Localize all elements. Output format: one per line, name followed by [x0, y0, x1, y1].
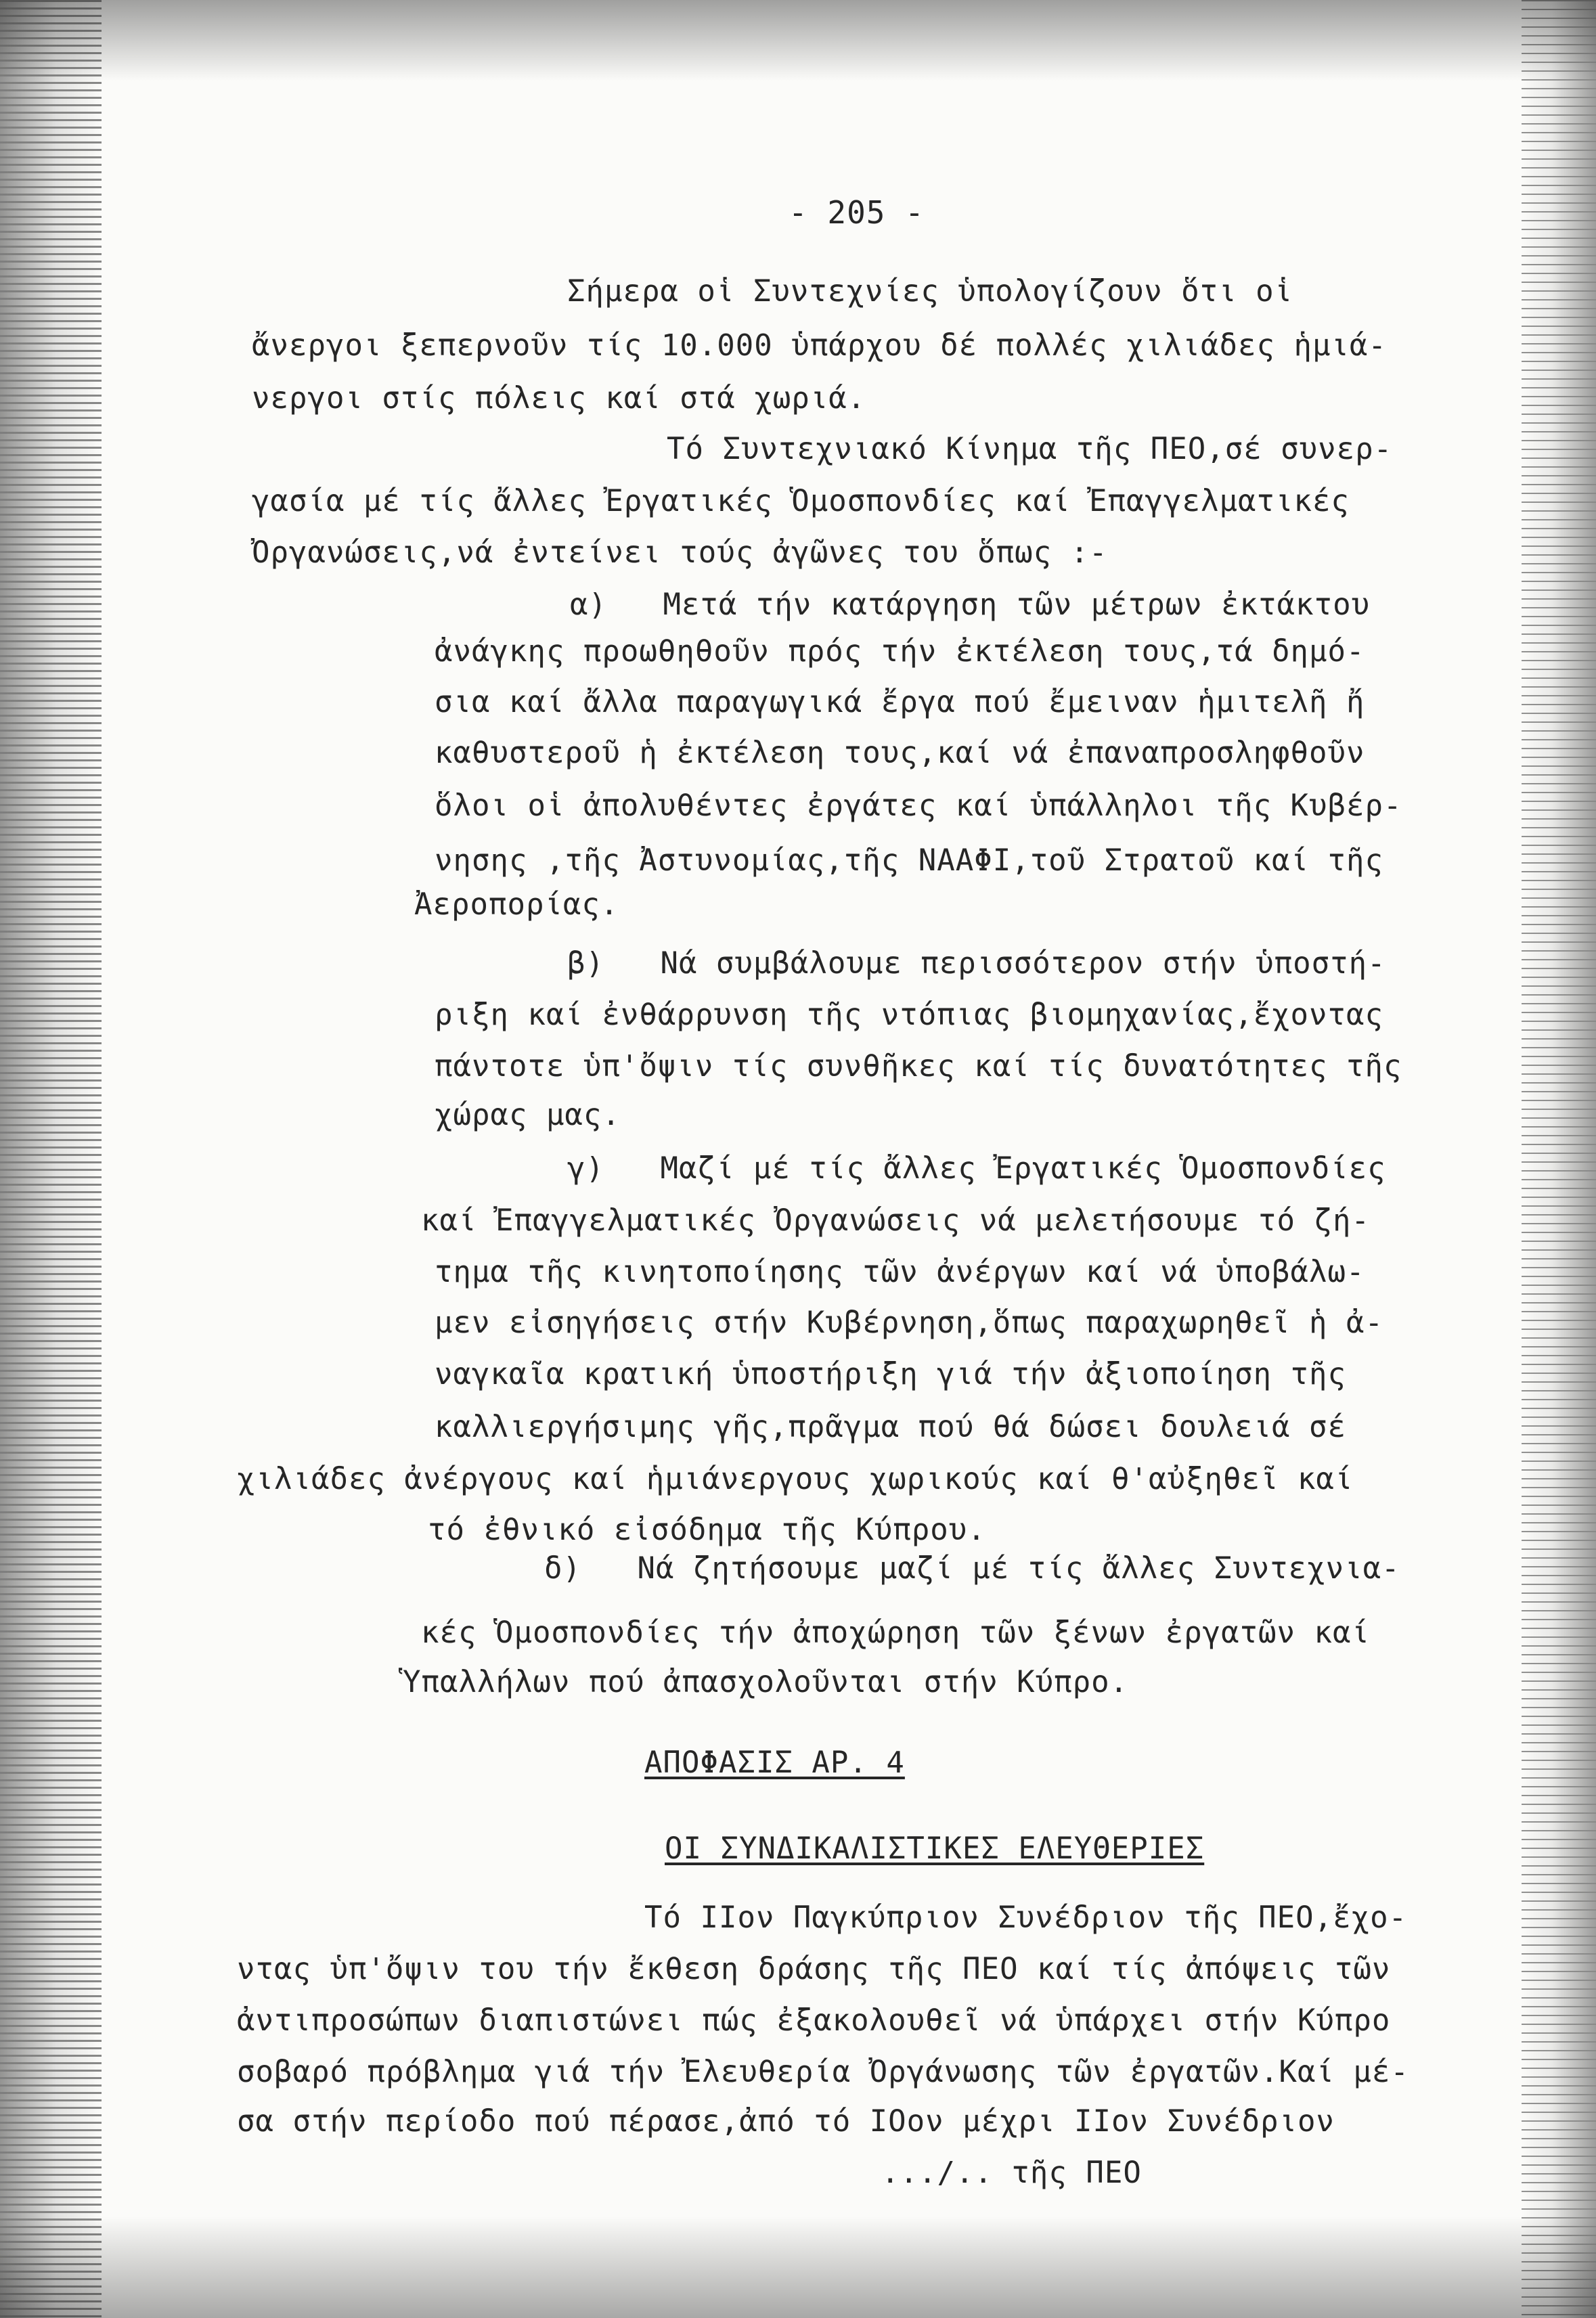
section-heading: ΟΙ ΣΥΝΔΙΚΑΛΙΣΤΙΚΕΣ ΕΛΕΥΘΕΡΙΕΣ: [665, 1831, 1205, 1866]
text-line: σα στήν περίοδο πού πέρασε,ἀπό τό ΙΟον μέχρι ΙΙον Συνέδριον: [237, 2104, 1335, 2139]
text-line: Ἀεροπορίας.: [414, 887, 619, 922]
text-line: νησης ,τῆς Ἀστυνομίας,τῆς ΝΑΑΦΙ,τοῦ Στρατοῦ καί τῆς: [435, 843, 1384, 878]
list-item-d: δ) Νά ζητήσουμε μαζί μέ τίς ἄλλες Συντεχνια-: [544, 1551, 1400, 1586]
text-line: Ὀργανώσεις,νά ἐντείνει τούς ἀγῶνες του ὅπως :-: [252, 535, 1108, 570]
text-line: πάντοτε ὑπ'ὄψιν τίς συνθῆκες καί τίς δυνατότητες τῆς: [435, 1049, 1402, 1084]
text-line: σια καί ἄλλα παραγωγικά ἔργα πού ἔμειναν ἡμιτελῆ ἤ: [435, 685, 1365, 719]
text-line: μεν εἰσηγήσεις στήν Κυβέρνηση,ὅπως παραχωρηθεῖ ἡ ἀ-: [435, 1306, 1384, 1340]
text-line: νεργοι στίς πόλεις καί στά χωριά.: [252, 381, 866, 416]
decision-heading: ΑΠΟΦΑΣΙΣ ΑΡ. 4: [644, 1745, 905, 1780]
text-line: σοβαρό πρόβλημα γιά τήν Ἐλευθερία Ὀργάνωσης τῶν ἐργατῶν.Καί μέ-: [237, 2055, 1409, 2089]
scan-edge-top: [0, 0, 1596, 81]
scan-edge-right: [1522, 0, 1596, 2318]
text-line: ἀνάγκης προωθηθοῦν πρός τήν ἐκτέλεση τους,τά δημό-: [435, 634, 1365, 669]
text-line: ὅλοι οἱ ἀπολυθέντες ἐργάτες καί ὑπάλληλοι τῆς Κυβέρ-: [435, 788, 1402, 823]
page-number: - 205 -: [789, 194, 925, 231]
list-item-c: γ) Μαζί μέ τίς ἄλλες Ἐργατικές Ὁμοσπονδίες: [567, 1151, 1386, 1186]
text-line: ντας ὑπ'ὄψιν του τήν ἔκθεση δράσης τῆς ΠΕΟ καί τίς ἀπόψεις τῶν: [237, 1952, 1391, 1986]
text-line: ριξη καί ἐνθάρρυνση τῆς ντόπιας βιομηχανίας,ἔχοντας: [435, 998, 1384, 1032]
text-line: χώρας μας.: [435, 1098, 621, 1132]
text-line: καθυστεροῦ ἡ ἐκτέλεση τους,καί νά ἐπαναπροσληφθοῦν: [435, 736, 1365, 770]
list-item-a: α) Μετά τήν κατάργηση τῶν μέτρων ἐκτάκτου: [570, 587, 1371, 622]
list-item-b: β) Νά συμβάλουμε περισσότερον στήν ὑποστή-: [567, 946, 1386, 981]
text-line: Τό Συντεχνιακό Κίνημα τῆς ΠΕΟ,σέ συνερ-: [667, 432, 1393, 466]
text-line: καλλιεργήσιμης γῆς,πρᾶγμα πού θά δώσει δουλειά σέ: [435, 1410, 1347, 1444]
text-line: Τό ΙΙον Παγκύπριον Συνέδριον τῆς ΠΕΟ,ἔχο-: [644, 1900, 1408, 1935]
text-line: κές Ὁμοσπονδίες τήν ἀποχώρηση τῶν ξένων ἐργατῶν καί: [421, 1615, 1371, 1650]
text-line: ἀντιπροσώπων διαπιστώνει πώς ἐξακολουθεῖ νά ὑπάρχει στήν Κύπρο: [237, 2003, 1391, 2038]
text-line: Σήμερα οἱ Συντεχνίες ὑπολογίζουν ὅτι οἱ: [567, 274, 1293, 309]
text-line: χιλιάδες ἀνέργους καί ἡμιάνεργους χωρικούς καί θ'αὐξηθεῖ καί: [237, 1462, 1354, 1496]
text-line: Ὑπαλλήλων πού ἀπασχολοῦνται στήν Κύπρο.: [403, 1665, 1129, 1699]
continuation-note: .../.. τῆς ΠΕΟ: [881, 2156, 1142, 2190]
text-line: καί Ἐπαγγελματικές Ὀργανώσεις νά μελετήσουμε τό ζή-: [421, 1203, 1371, 1238]
scan-edge-left: [0, 0, 102, 2318]
text-line: τημα τῆς κινητοποίησης τῶν ἀνέργων καί νά ὑποβάλω-: [435, 1255, 1365, 1289]
text-line: τό ἐθνικό εἰσόδημα τῆς Κύπρου.: [428, 1513, 986, 1547]
text-line: γασία μέ τίς ἄλλες Ἐργατικές Ὁμοσπονδίες καί Ἐπαγγελματικές: [252, 484, 1350, 518]
text-line: ἄνεργοι ξεπερνοῦν τίς 10.000 ὑπάρχου δέ πολλές χιλιάδες ἡμιά-: [252, 328, 1387, 363]
scan-edge-bottom: [0, 2216, 1596, 2318]
text-line: ναγκαῖα κρατική ὑποστήριξη γιά τήν ἀξιοποίηση τῆς: [435, 1357, 1347, 1391]
